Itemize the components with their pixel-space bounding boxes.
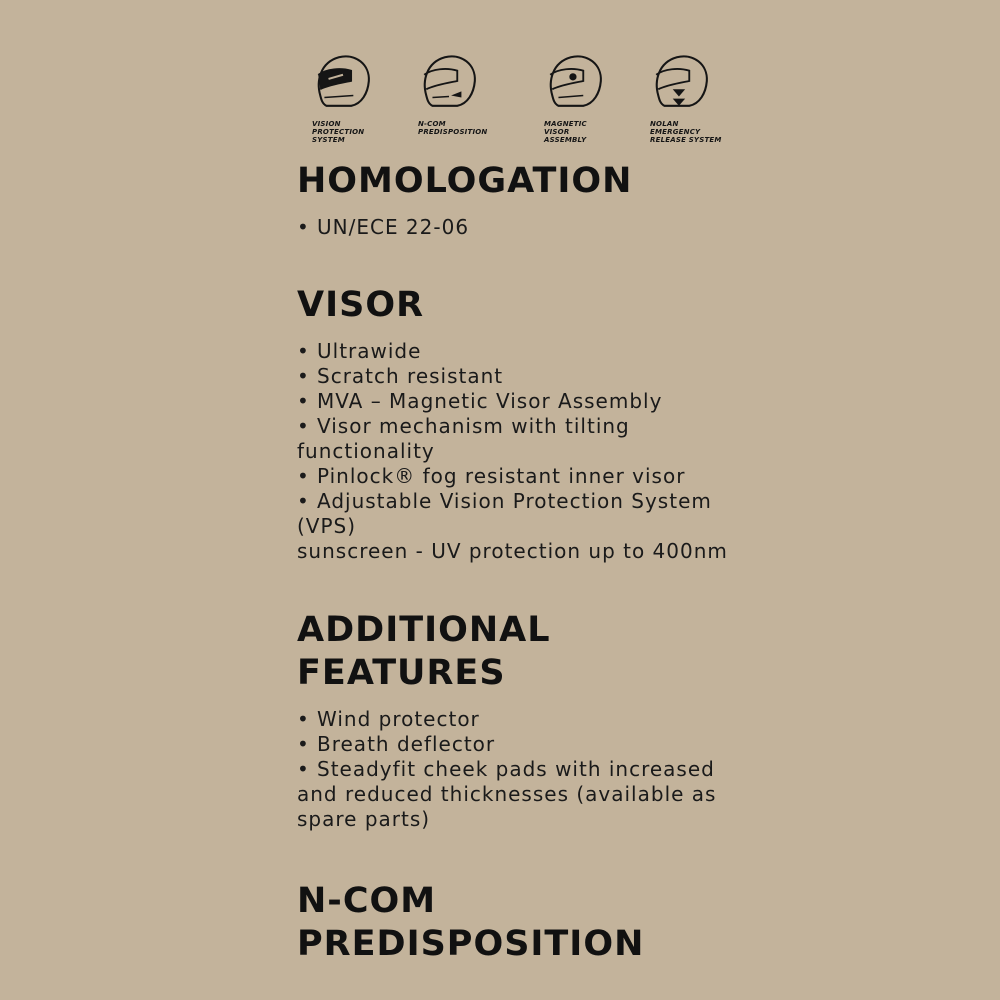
bullet-icon: • bbox=[297, 489, 310, 513]
feature-emergency-release-system bbox=[650, 50, 770, 144]
list-item: • Visor mechanism with tilting functionality bbox=[297, 414, 630, 463]
bullet-icon: • bbox=[297, 757, 310, 781]
helmet-vps-icon bbox=[312, 50, 374, 112]
list-item: • UN/ECE 22-06 bbox=[297, 215, 470, 239]
feature-n-com-predisposition bbox=[418, 50, 538, 136]
feature-icons-row bbox=[0, 0, 1000, 160]
bullet-icon: • bbox=[297, 707, 310, 731]
list-item: • Ultrawide bbox=[297, 339, 422, 363]
section-additional-features bbox=[297, 609, 757, 832]
section-title: ADDITIONAL FEATURES bbox=[297, 610, 551, 693]
feature-caption: MAGNETIC VISOR ASSEMBLY bbox=[544, 120, 587, 144]
bullet-icon: • bbox=[297, 364, 310, 388]
section-title: VISOR bbox=[297, 285, 425, 325]
bullet-icon: • bbox=[297, 215, 310, 239]
list-item: • Pinlock® fog resistant inner visor bbox=[297, 464, 686, 488]
helmet-emergency-release-icon bbox=[650, 50, 712, 112]
helmet-ncom-icon bbox=[418, 50, 480, 112]
section-n-com-predisposition bbox=[297, 880, 757, 966]
bullet-icon: • bbox=[297, 389, 310, 413]
list-item: • MVA – Magnetic Visor Assembly bbox=[297, 389, 663, 413]
section-title: HOMOLOGATION bbox=[297, 161, 633, 201]
list-item: • Adjustable Vision Protection System (VPS) bbox=[297, 489, 712, 538]
feature-caption: NOLAN EMERGENCY RELEASE SYSTEM bbox=[650, 120, 722, 144]
list-item: • Scratch resistant bbox=[297, 364, 504, 388]
bullet-icon: • bbox=[297, 339, 310, 363]
feature-caption: N-COM PREDISPOSITION bbox=[418, 120, 488, 136]
section-visor bbox=[297, 284, 757, 564]
spec-content bbox=[297, 160, 757, 966]
bullet-icon: • bbox=[297, 464, 310, 488]
spec-list bbox=[297, 215, 757, 240]
spec-list bbox=[297, 339, 757, 564]
spec-list bbox=[297, 707, 757, 832]
feature-caption: VISION PROTECTION SYSTEM bbox=[312, 120, 365, 144]
bullet-icon: • bbox=[297, 414, 310, 438]
bullet-icon: • bbox=[297, 732, 310, 756]
section-title: N-COM PREDISPOSITION bbox=[297, 881, 645, 964]
list-item: • Steadyfit cheek pads with increased and reduced thicknesses (available as spare parts) bbox=[297, 757, 717, 831]
feature-vision-protection-system bbox=[312, 50, 432, 144]
section-homologation bbox=[297, 160, 757, 240]
helmet-magnetic-visor-icon bbox=[544, 50, 606, 112]
list-item: • Wind protector bbox=[297, 707, 480, 731]
list-item-continuation: sunscreen - UV protection up to 400nm bbox=[297, 539, 728, 563]
feature-magnetic-visor-assembly bbox=[544, 50, 664, 144]
list-item: • Breath deflector bbox=[297, 732, 496, 756]
